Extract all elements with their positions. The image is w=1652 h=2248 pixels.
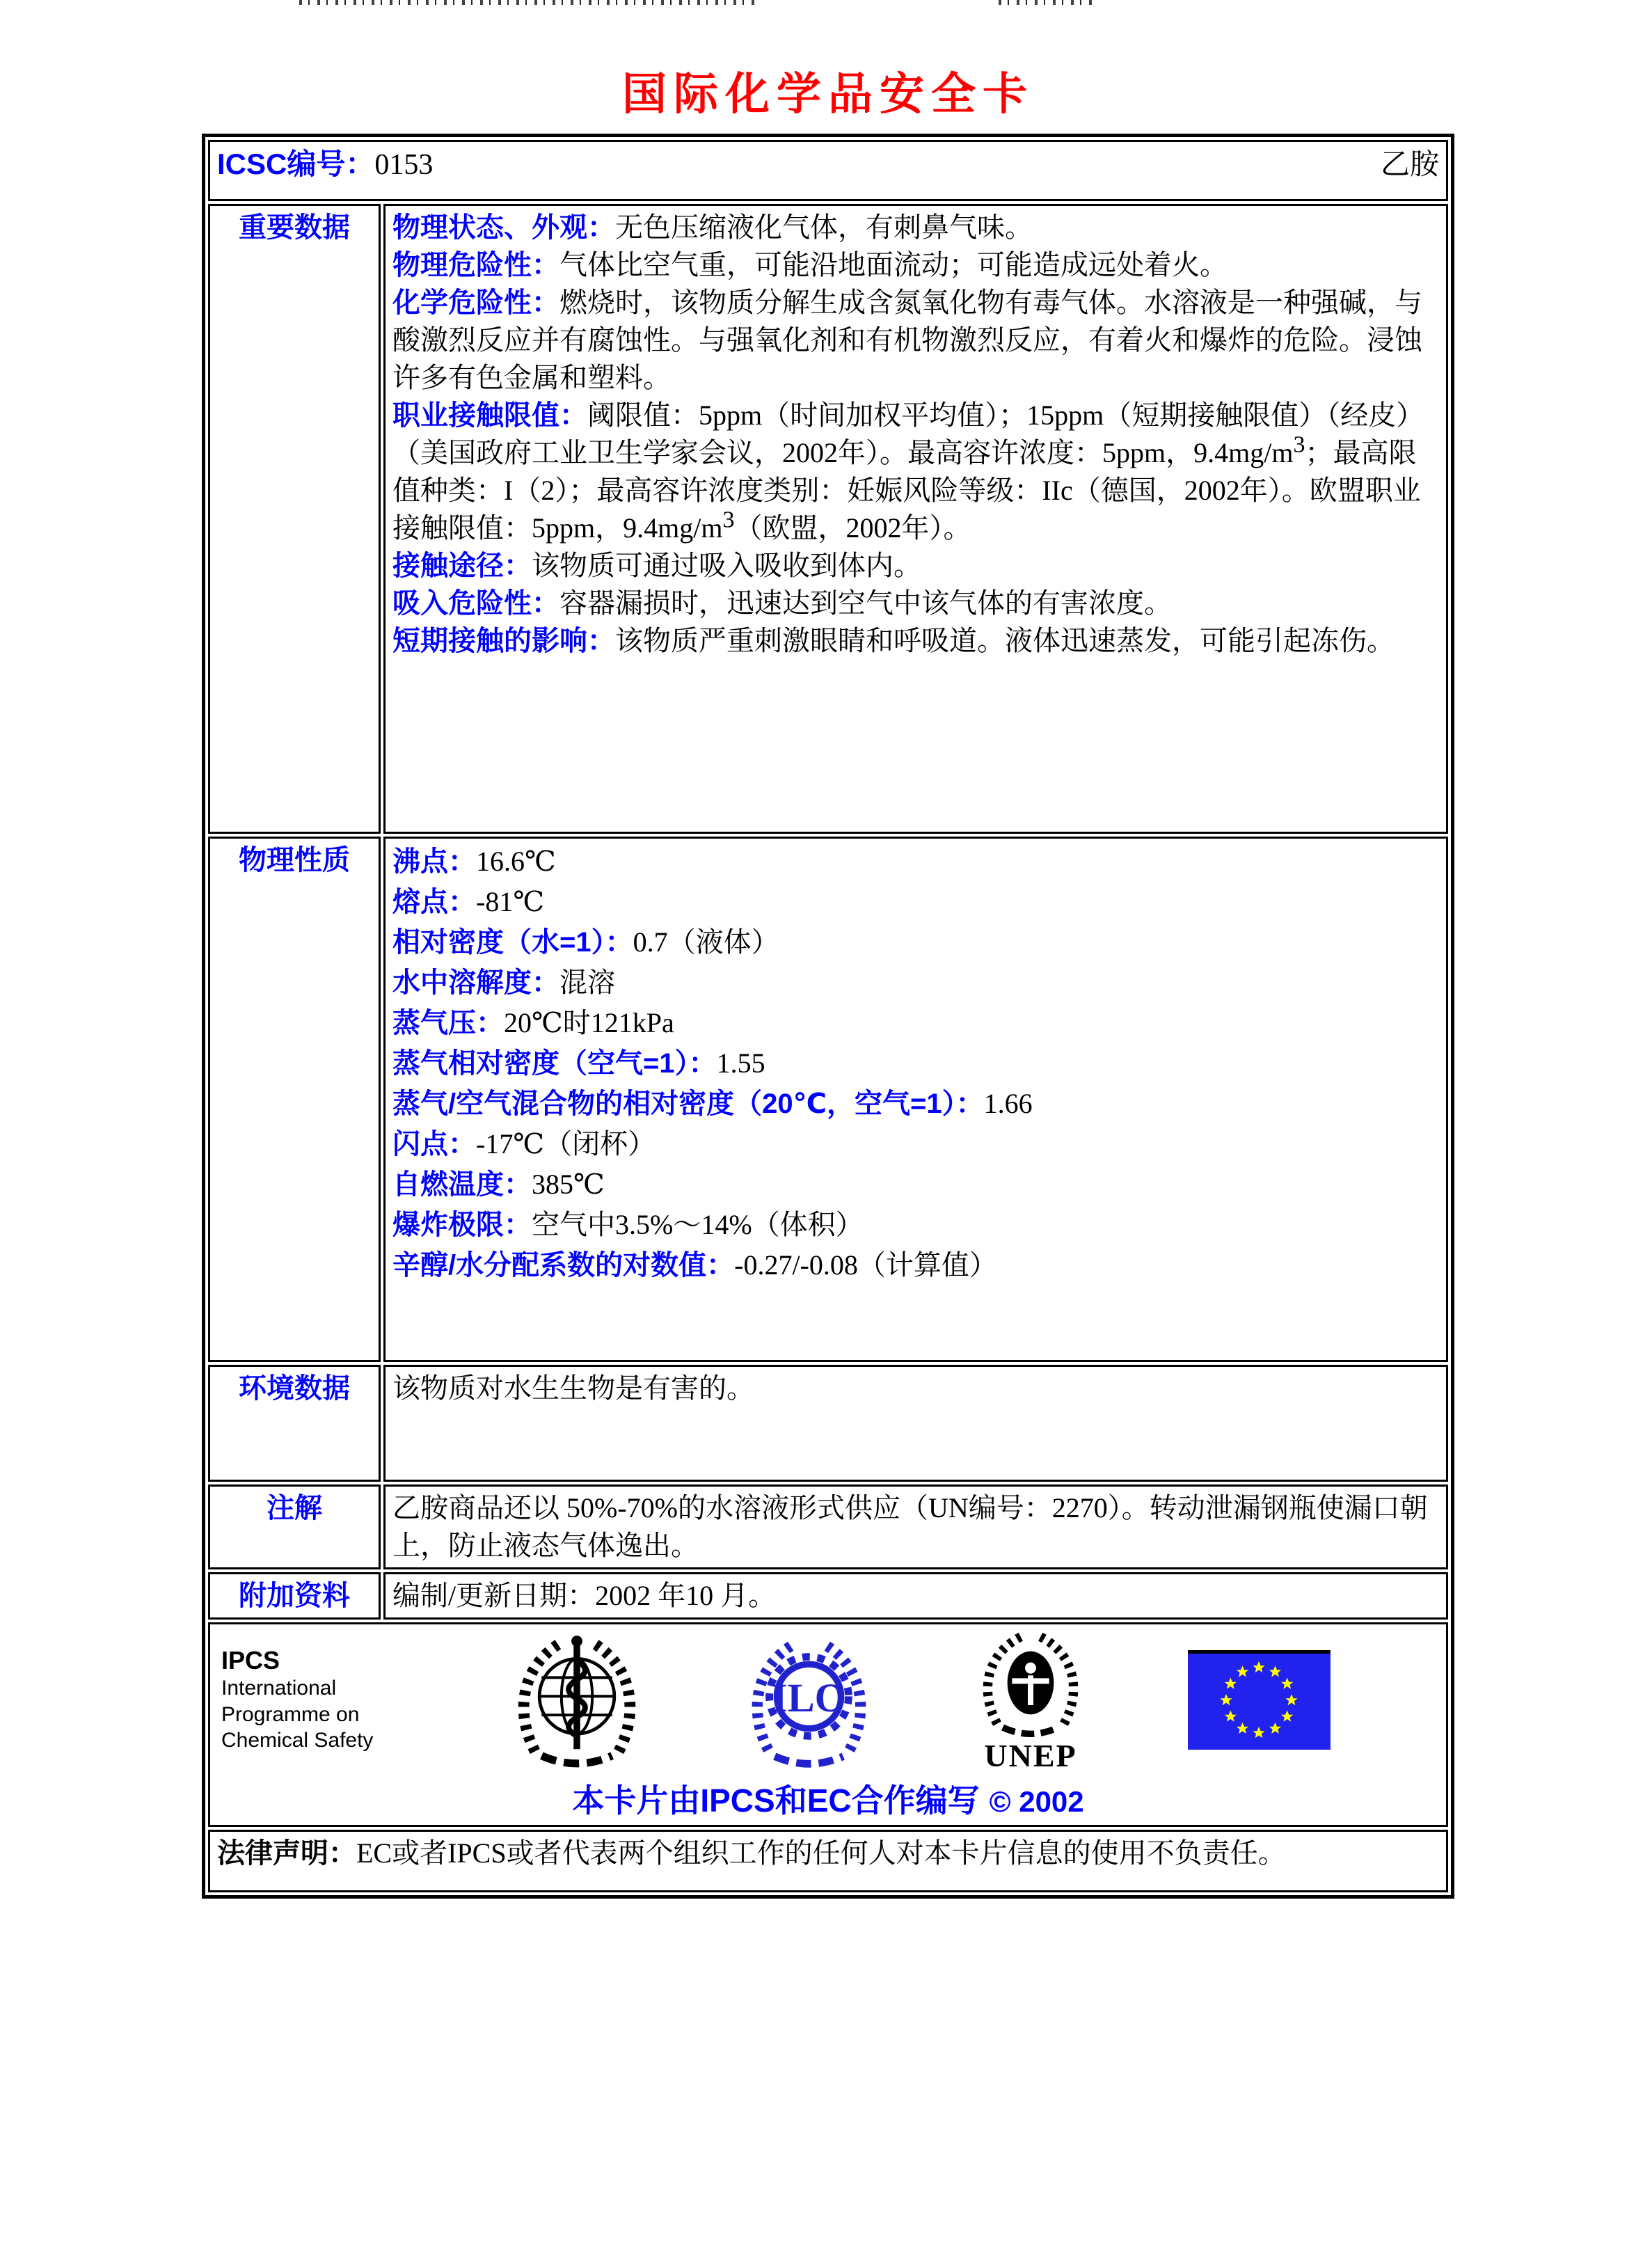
- legal-cell: [208, 1830, 1448, 1892]
- ipcs-acronym: IPCS: [221, 1646, 280, 1675]
- additional-info-row: [208, 1572, 1448, 1620]
- physical-properties-section-label: 物理性质: [208, 837, 381, 1362]
- legal-text: EC或者IPCS或者代表两个组织工作的任何人对本卡片信息的使用不负责任。: [356, 1837, 1286, 1869]
- important-item-routes-of-exposure: 接触途径：该物质可通过吸入吸收到体内。: [392, 550, 921, 581]
- additional-info-text: 编制/更新日期：2002 年10 月。: [392, 1580, 777, 1611]
- substance-name: 乙胺: [1380, 148, 1439, 181]
- icsc-number-value: 0153: [374, 149, 434, 181]
- footer-logos-row: [208, 1622, 1448, 1827]
- important-item-chemical-dangers: 化学危险性：燃烧时，该物质分解生成含氮氧化物有毒气体。水溶液是一种强碱，与酸激烈反应并有腐蚀性。与强氧化剂和有机物激烈反应，有着火和爆炸的危险。浸蚀许多有色金属和塑料。: [392, 287, 1422, 393]
- unep-logo-icon: [975, 1627, 1086, 1739]
- notes-row: [208, 1485, 1448, 1569]
- additional-info-section-label: 附加资料: [208, 1572, 381, 1620]
- who-logo-icon: [511, 1627, 643, 1772]
- icsc-card-table: [202, 134, 1454, 1899]
- ipcs-text-block: IPCS International Programme on Chemical Safety: [221, 1645, 409, 1754]
- environmental-data-row: [208, 1365, 1448, 1482]
- environmental-data-content: [383, 1365, 1448, 1482]
- eu-flag-icon: [1188, 1650, 1331, 1750]
- important-item-physical-state: 物理状态、外观：无色压缩液化气体，有刺鼻气味。: [392, 212, 1033, 243]
- credit-line: [217, 1779, 1439, 1822]
- svg-text:ILO: ILO: [771, 1675, 847, 1720]
- header-row: [208, 140, 1448, 201]
- credit-year: © 2002: [989, 1785, 1084, 1818]
- important-data-row: [208, 204, 1448, 834]
- logos-row: [217, 1627, 1439, 1772]
- notes-text: 乙胺商品还以 50%-70%的水溶液形式供应（UN编号：2270）。转动泄漏钢瓶使漏口朝上，防止液态气体逸出。: [392, 1492, 1428, 1561]
- important-item-short-term-effects: 短期接触的影响：该物质严重刺激眼睛和呼吸道。液体迅速蒸发，可能引起冻伤。: [392, 625, 1395, 656]
- physical-properties-row: [208, 837, 1448, 1362]
- legal-label: 法律声明：: [217, 1838, 356, 1869]
- environmental-data-text: 该物质对水生生物是有害的。: [392, 1372, 754, 1404]
- footer-cell: [208, 1622, 1448, 1827]
- clipped-text-fragments-right: [999, 0, 1096, 5]
- important-data-content: [383, 204, 1448, 834]
- property-water-solubility: 水中溶解度：混溶: [392, 967, 615, 998]
- icsc-number-label: ICSC编号：: [217, 148, 375, 180]
- environmental-data-section-label: 环境数据: [208, 1365, 381, 1482]
- superscript-3: 3: [722, 507, 735, 533]
- property-flash-point: 闪点：-17℃（闭杯）: [392, 1128, 656, 1159]
- unep-caption: UNEP: [984, 1738, 1077, 1773]
- property-relative-density: 相对密度（水=1）：0.7（液体）: [392, 926, 779, 958]
- ilo-logo-icon: [745, 1630, 873, 1769]
- additional-info-content: [383, 1572, 1448, 1620]
- property-explosive-limits: 爆炸极限：空气中3.5%～14%（体积）: [392, 1209, 864, 1240]
- property-melting-point: 熔点：-81℃: [392, 886, 545, 917]
- property-boiling-point: 沸点：16.6℃: [392, 846, 556, 877]
- unep-logo-block: [975, 1627, 1086, 1772]
- physical-properties-content: [383, 837, 1448, 1362]
- property-vapor-air-mixture-density: 蒸气/空气混合物的相对密度（20℃，空气=1）：1.66: [392, 1088, 1033, 1119]
- important-data-section-label: 重要数据: [208, 204, 381, 834]
- header-cell: [208, 140, 1448, 201]
- legal-row: [208, 1830, 1448, 1892]
- important-item-inhalation-risk: 吸入危险性：容器漏损时，迅速达到空气中该气体的有害浓度。: [392, 587, 1172, 619]
- superscript-3: 3: [1293, 432, 1305, 458]
- credit-text: 本卡片由IPCS和EC合作编写: [572, 1782, 980, 1819]
- property-vapor-relative-density: 蒸气相对密度（空气=1）：1.55: [392, 1047, 765, 1079]
- notes-content: [383, 1485, 1448, 1569]
- property-octanol-water-partition: 辛醇/水分配系数的对数值：-0.27/-0.08（计算值）: [392, 1249, 997, 1281]
- notes-section-label: 注解: [208, 1485, 381, 1569]
- important-item-physical-dangers: 物理危险性：气体比空气重，可能沿地面流动；可能造成远处着火。: [392, 249, 1228, 280]
- important-item-occupational-exposure-limits: 职业接触限值：阈限值：5ppm（时间加权平均值）；15ppm（短期接触限值）（经皮）（美国政府工业卫生学家会议，2002年）。最高容许浓度：5ppm，$9.4mg/m^3$；最高限值种类：I（2）；最高容许浓度类别：妊娠风险等级：IIc（德国，2002年）。欧盟职业接触限值：5ppm，$9.4mg/m^3$（欧盟，2002年）。: [392, 399, 1424, 544]
- icsc-number-group: [217, 145, 433, 185]
- property-vapor-pressure: 蒸气压：20℃时121kPa: [392, 1007, 674, 1038]
- property-autoignition-temperature: 自燃温度：385℃: [392, 1169, 605, 1200]
- page-title: 国际化学品安全卡: [622, 70, 1034, 119]
- clipped-text-fragments-left: [299, 0, 755, 5]
